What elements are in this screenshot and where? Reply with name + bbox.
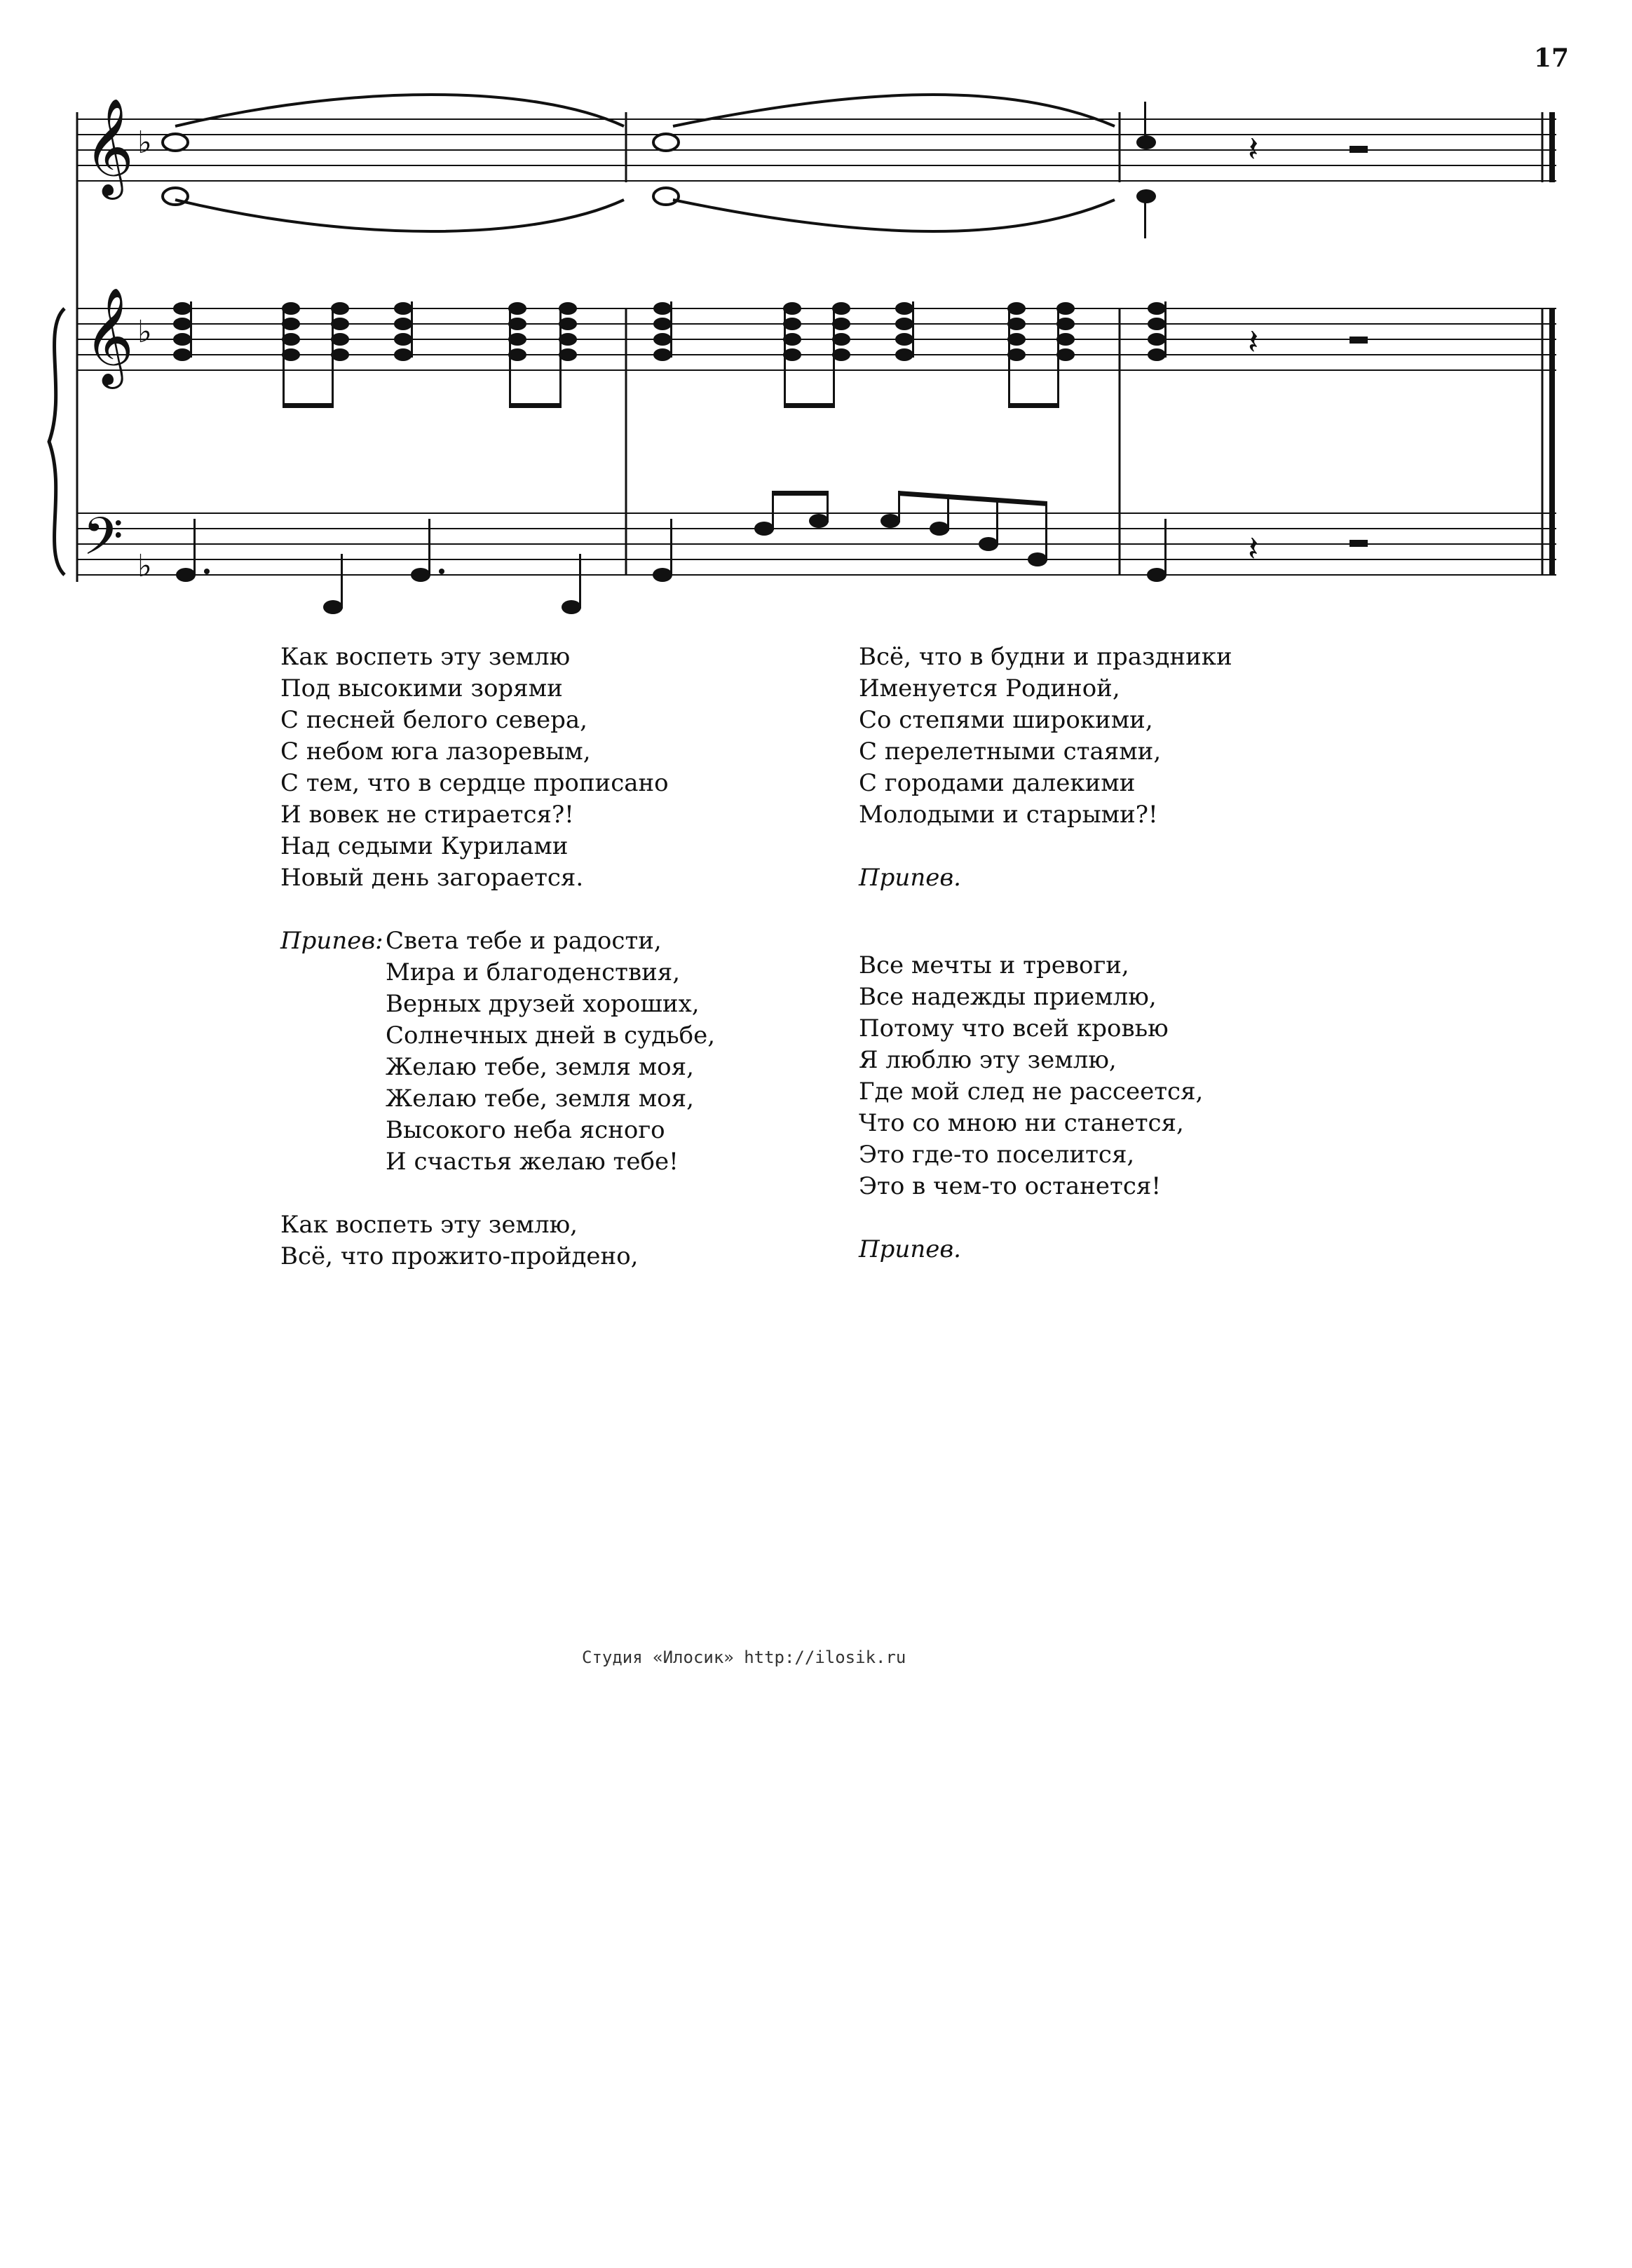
lyric-line: Света тебе и радости, xyxy=(386,927,662,955)
flat-icon: ♭ xyxy=(137,314,152,350)
lyric-line: Всё, что в будни и праздники xyxy=(859,643,1232,671)
verse-3 xyxy=(859,950,1232,1202)
lyrics-left-column xyxy=(280,641,716,1304)
lyric-line: С тем, что в сердце прописано xyxy=(280,769,669,797)
lyric-line: С перелетными стаями, xyxy=(859,738,1162,766)
lyric-line: Все надежды приемлю, xyxy=(859,983,1157,1011)
lyric-line: Именуется Родиной, xyxy=(859,674,1120,702)
lyric-line: Я люблю эту землю, xyxy=(859,1046,1117,1074)
lyric-line: Мира и благоденствия, xyxy=(386,958,681,986)
svg-text:𝄽: 𝄽 xyxy=(1248,322,1259,362)
treble-clef-icon: 𝄞 xyxy=(84,287,134,385)
lyric-line: С песней белого севера, xyxy=(280,706,587,734)
bass-clef-icon: 𝄢 xyxy=(83,506,123,580)
lyric-line: Над седыми Курилами xyxy=(280,832,569,860)
lyric-line: Все мечты и тревоги, xyxy=(859,951,1129,979)
lyric-line: Со степями широкими, xyxy=(859,706,1153,734)
lyric-line: Всё, что прожито-пройдено, xyxy=(280,1242,639,1270)
verse-1 xyxy=(280,641,669,894)
chorus-label: Припев: xyxy=(280,927,383,955)
lyric-line: И счастья желаю тебе! xyxy=(386,1148,679,1176)
svg-text:𝄽: 𝄽 xyxy=(1248,529,1259,569)
music-score xyxy=(0,0,1632,631)
svg-text:𝄽: 𝄽 xyxy=(1248,129,1259,170)
lyric-line: Новый день загорается. xyxy=(280,864,584,892)
lyric-line: Желаю тебе, земля моя, xyxy=(386,1085,694,1113)
chorus-lines xyxy=(386,925,715,1178)
lyric-line: Верных друзей хороших, xyxy=(386,990,700,1018)
flat-icon: ♭ xyxy=(137,125,152,161)
lyric-line: Под высокими зорями xyxy=(280,674,563,702)
lyric-line: Солнечных дней в судьбе, xyxy=(386,1021,716,1050)
treble-clef-icon: 𝄞 xyxy=(84,98,134,196)
lyric-line: И вовек не стирается?! xyxy=(280,801,574,829)
lyric-line: С небом юга лазоревым, xyxy=(280,738,591,766)
vocal-staff xyxy=(77,119,1556,181)
lyric-line: Как воспеть эту землю xyxy=(280,643,571,671)
footer-credit: Студия «Илосик» http://ilosik.ru xyxy=(582,1648,906,1667)
lyric-line: Молодыми и старыми?! xyxy=(859,801,1158,829)
flat-icon: ♭ xyxy=(137,548,152,584)
lyric-line: Это в чем-то останется! xyxy=(859,1172,1162,1200)
lyric-line: Желаю тебе, земля моя, xyxy=(386,1053,694,1081)
lyric-line: Где мой след не рассеется, xyxy=(859,1078,1204,1106)
verse-2-start xyxy=(280,1209,669,1272)
verse-2-end xyxy=(859,641,1232,831)
lyric-line: Как воспеть эту землю, xyxy=(280,1211,578,1239)
lyric-line: Что со мною ни станется, xyxy=(859,1109,1184,1137)
chorus xyxy=(280,925,716,1178)
chorus-reference: Припев. xyxy=(859,1235,961,1263)
lyric-line: Это где-то поселится, xyxy=(859,1141,1135,1169)
lyric-line: Потому что всей кровью xyxy=(859,1014,1169,1043)
lyrics-right-column xyxy=(859,641,1232,1265)
lyric-line: С городами далекими xyxy=(859,769,1136,797)
lyric-line: Высокого неба ясного xyxy=(386,1116,665,1144)
chorus-reference: Припев. xyxy=(859,864,961,892)
page-number: 17 xyxy=(1534,43,1570,73)
